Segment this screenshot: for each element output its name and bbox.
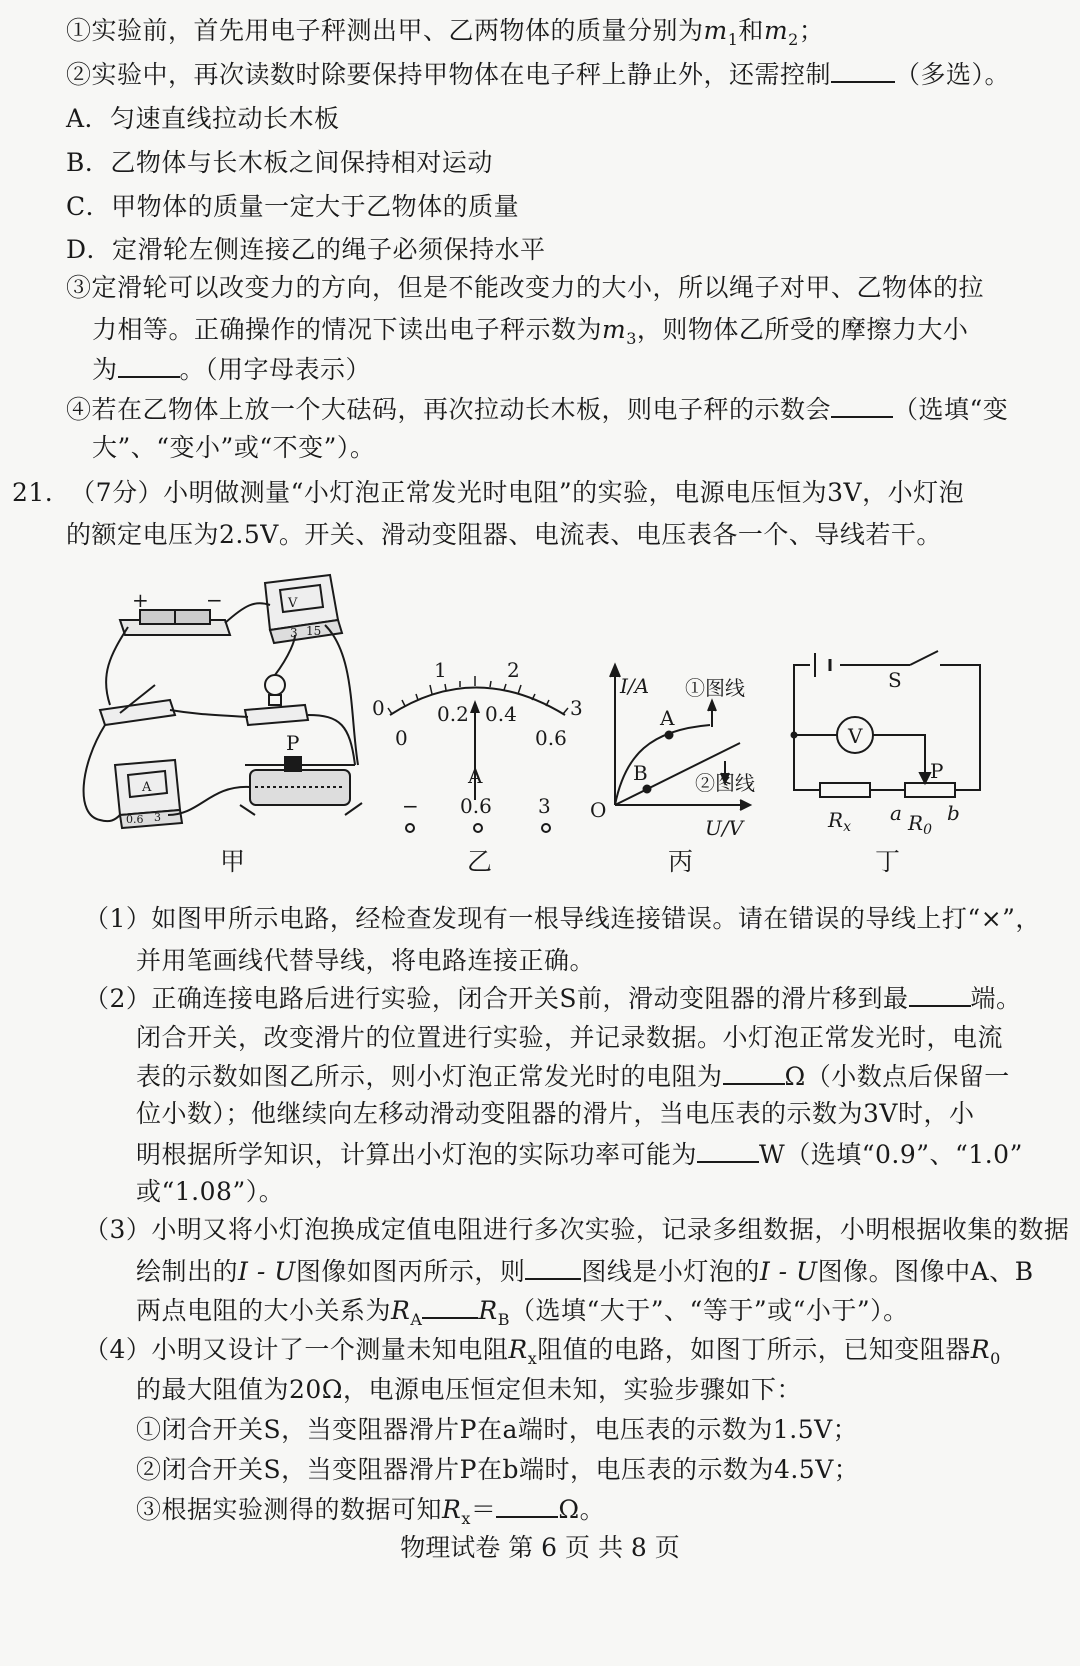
voltmeter-wire-right <box>873 735 925 780</box>
resistor-rx <box>820 783 870 797</box>
q21-intro-line1: 21. （7分）小明做测量“小灯泡正常发光时电阻”的实验，电源电压恒为3V，小灯泡 <box>12 478 965 507</box>
x-axis-arrow <box>740 800 750 810</box>
q20-step4-line1: ④若在乙物体上放一个大砝码，再次拉动长木板，则电子秤的示数会 （选填“变 <box>66 392 1008 427</box>
answer-blank[interactable] <box>422 1293 478 1319</box>
answer-blank[interactable] <box>697 1137 759 1163</box>
terminal-3-post <box>542 824 550 832</box>
voltmeter-terminal-15: 15 <box>306 624 322 638</box>
rheostat-slider-p: P <box>286 731 300 755</box>
answer-blank[interactable] <box>723 1059 785 1085</box>
point-a <box>666 732 673 739</box>
q21-part2-line6: 或“1.08”）。 <box>136 1177 285 1206</box>
line2-label: ②图线 <box>695 771 755 795</box>
point-b-label: B <box>633 761 648 785</box>
option-d: D．定滑轮左侧连接乙的绳子必须保持水平 <box>66 235 546 264</box>
r0-label: $R_0$ <box>908 811 932 838</box>
q21-part2-line4: 位小数）；他继续向左移动滑动变阻器的滑片，当电压表的示数为3V时，小 <box>136 1099 975 1128</box>
terminal-minus-post <box>406 824 414 832</box>
q21-part3-line3: 两点电阻的大小关系为$R_A$ $R_B$（选填“大于”、“等于”或“小于”）。 <box>136 1293 909 1337</box>
answer-blank[interactable] <box>496 1492 558 1518</box>
option-c: C．甲物体的质量一定大于乙物体的质量 <box>66 192 520 221</box>
dial-top-1: 1 <box>434 658 447 682</box>
dial-bottom-06: 0.6 <box>535 726 567 750</box>
q21-part2-line5: 明根据所学知识，计算出小灯泡的实际功率可能为 W（选填“0.9”、“1.0” <box>136 1137 1023 1172</box>
terminal-3: 3 <box>538 794 551 818</box>
q21-intro-line2: 的额定电压为2.5V。开关、滑动变阻器、电流表、电压表各一个、导线若干。 <box>66 520 942 549</box>
terminal-06-post <box>474 824 482 832</box>
q21-part2-line3: 表的示数如图乙所示，则小灯泡正常发光时的电阻为 Ω（小数点后保留一 <box>136 1059 1010 1094</box>
answer-blank[interactable] <box>525 1254 581 1280</box>
rheostat <box>240 757 362 815</box>
q20-step3-line3: 为 。（用字母表示） <box>92 352 371 387</box>
q21-part4-step1: ①闭合开关S，当变阻器滑片P在a端时，电压表的示数为1.5V； <box>136 1415 859 1444</box>
lamp <box>245 675 308 725</box>
dial-pointer-tip <box>470 700 480 713</box>
slider-p: P <box>930 759 944 783</box>
y-axis-label: I/A <box>620 674 650 698</box>
figure-ding <box>792 650 981 797</box>
battery-plus: + <box>132 588 149 612</box>
terminal-minus: − <box>402 794 419 818</box>
q20-step3-line1: ③定滑轮可以改变力的方向，但是不能改变力的大小，所以绳子对甲、乙物体的拉 <box>66 273 985 302</box>
dial-top-2: 2 <box>507 658 520 682</box>
q21-part2-line1: （2）正确连接电路后进行实验，闭合开关S前，滑动变阻器的滑片移到最 端。 <box>84 981 1022 1016</box>
q20-step2: ②实验中，再次读数时除要保持甲物体在电子秤上静止外，还需控制 （多选）。 <box>66 57 1010 92</box>
q20-step1: ①实验前，首先用电子秤测出甲、乙两物体的质量分别为$m_1$和$m_2$； <box>66 16 825 49</box>
figures <box>80 565 1040 885</box>
answer-blank[interactable] <box>831 57 895 83</box>
slider-arrow <box>920 773 930 783</box>
dial-top-0: 0 <box>372 696 385 720</box>
dial-bottom-04: 0.4 <box>485 702 517 726</box>
figure-label-bing: 丙 <box>668 847 694 876</box>
voltmeter-v-mark: V <box>288 596 298 611</box>
answer-blank[interactable] <box>909 981 971 1007</box>
q21-part3-line1: （3）小明又将小灯泡换成定值电阻进行多次实验，记录多组数据，小明根据收集的数据 <box>84 1215 1070 1244</box>
figure-jia <box>84 575 362 828</box>
ammeter-letter: A <box>142 780 152 795</box>
q21-part3-line2: 绘制出的I - U图像如图丙所示，则 图线是小灯泡的I - U图像。图像中A、B <box>136 1254 1034 1289</box>
dial-unit-a: A <box>468 764 483 788</box>
q20-step3-line2: 力相等。正确操作的情况下读出电子秤示数为$m_3$，则物体乙所受的摩擦力大小 <box>92 315 969 348</box>
voltmeter-terminal-3: 3 <box>290 626 298 640</box>
outer-loop <box>794 665 980 790</box>
q21-part4-step2: ②闭合开关S，当变阻器滑片P在b端时，电压表的示数为4.5V； <box>136 1455 860 1484</box>
origin-label: O <box>590 798 607 822</box>
point-b <box>644 786 651 793</box>
figure-yi <box>372 658 583 832</box>
answer-blank[interactable] <box>831 392 893 418</box>
ammeter-terminal-3: 3 <box>154 811 161 824</box>
ammeter-terminal-06: 0.6 <box>126 813 144 826</box>
option-a: A．匀速直线拉动长木板 <box>66 104 340 133</box>
figure-label-jia: 甲 <box>220 847 246 876</box>
junction <box>792 733 797 738</box>
end-b-label: b <box>947 801 960 825</box>
figure-label-yi: 乙 <box>467 847 493 876</box>
question-number: 21. <box>12 478 54 507</box>
q21-part2-line2: 闭合开关，改变滑片的位置进行实验，并记录数据。小灯泡正常发光时，电流 <box>136 1023 1004 1052</box>
q21-part4-step3: ③根据实验测得的数据可知$R_x= \Omega$。 <box>136 1492 605 1536</box>
x-axis-label: U/V <box>705 816 744 840</box>
rheostat-r0 <box>905 783 955 797</box>
switch <box>100 685 175 725</box>
terminal-06: 0.6 <box>460 794 492 818</box>
answer-blank[interactable] <box>118 352 180 378</box>
point-a-label: A <box>660 706 675 730</box>
q21-part1-line1: （1）如图甲所示电路，经检查发现有一根导线连接错误。请在错误的导线上打“×”， <box>84 904 1041 933</box>
dial-bottom-02: 0.2 <box>437 702 469 726</box>
rx-label: $R_x$ <box>828 808 851 835</box>
y-axis-arrow <box>610 665 620 677</box>
voltmeter-v: V <box>848 724 863 748</box>
q21-part4-line2: 的最大阻值为20Ω，电源电压恒定但未知，实验步骤如下： <box>136 1375 803 1404</box>
line1-callout-tip <box>708 701 716 711</box>
page-footer: 物理试卷 第 6 页 共 8 页 <box>400 1533 680 1562</box>
option-b: B．乙物体与长木板之间保持相对运动 <box>66 148 493 177</box>
q21-part1-line2: 并用笔画线代替导线，将电路连接正确。 <box>136 946 596 975</box>
q21-part4-line1: （4）小明又设计了一个测量未知电阻$R_x$阻值的电路，如图丁所示，已知变阻器$R_0$ <box>84 1335 1001 1368</box>
battery-box <box>120 610 230 635</box>
line1-label: ①图线 <box>685 676 745 700</box>
figure-label-ding: 丁 <box>875 847 901 876</box>
switch-s: S <box>888 668 902 692</box>
dial-bottom-0: 0 <box>395 726 408 750</box>
dial-top-3: 3 <box>570 696 583 720</box>
battery-minus: − <box>206 588 223 612</box>
end-a-label: a <box>890 801 902 825</box>
q20-step4-line2: 大”、“变小”或“不变”）。 <box>92 433 376 462</box>
